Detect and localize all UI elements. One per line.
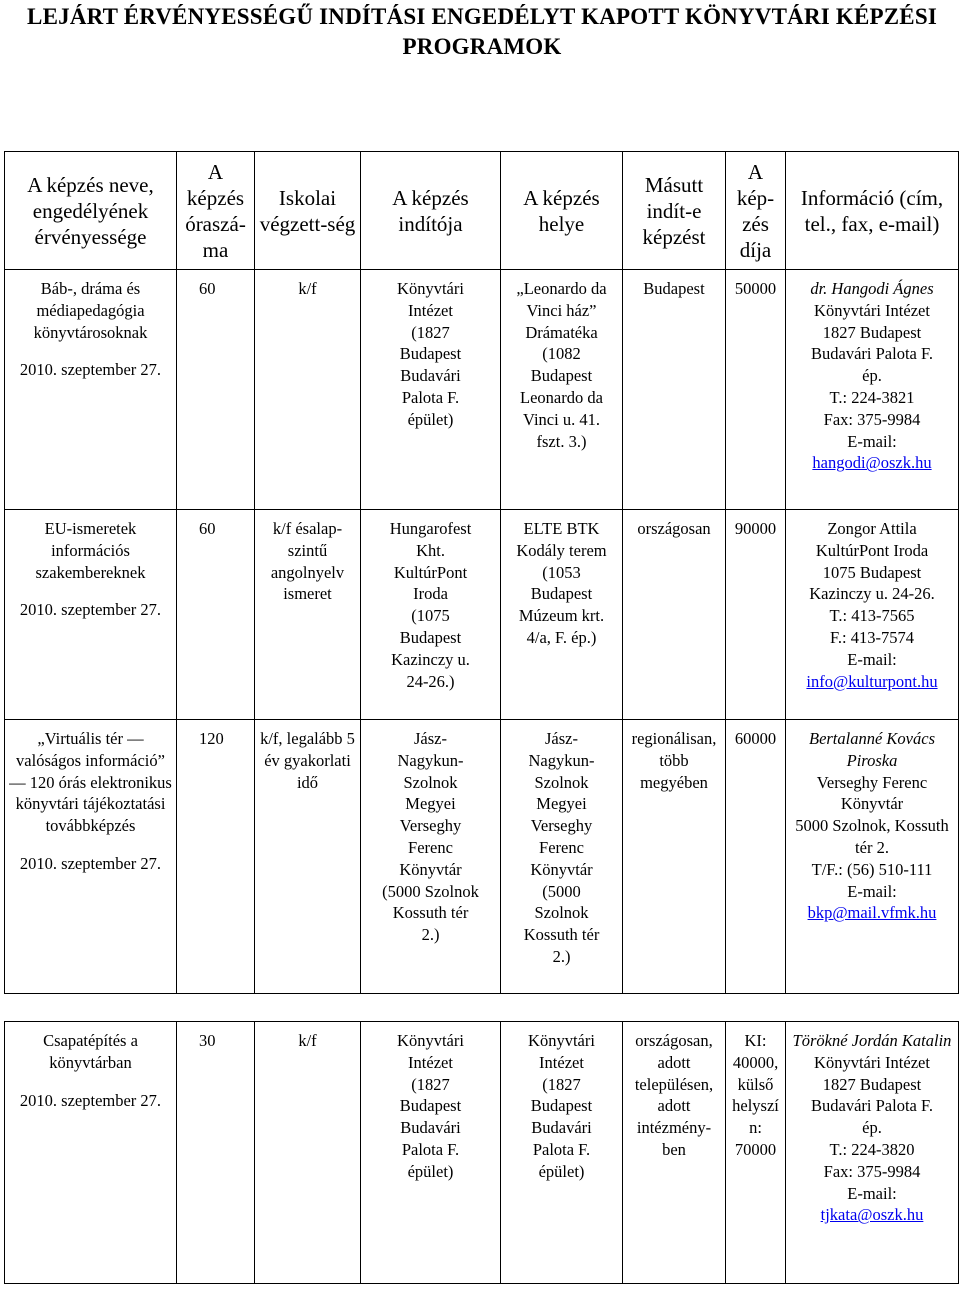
fee-value: 60000 bbox=[734, 729, 777, 748]
place-line: Budapest bbox=[530, 1096, 593, 1116]
info-line: ép. bbox=[862, 366, 882, 386]
place-line: Budapest bbox=[530, 584, 593, 604]
approval-date: 2010. szeptember 27. bbox=[19, 360, 162, 380]
organizer-line: KultúrPont bbox=[393, 562, 468, 582]
place-line: Budavári bbox=[531, 1118, 592, 1138]
organizer-line: (1827 bbox=[411, 322, 450, 342]
school-cell bbox=[255, 270, 361, 510]
approval-date: 2010. szeptember 27. bbox=[19, 600, 162, 620]
place-line: Kodály terem bbox=[516, 540, 607, 560]
organizer-line: épület) bbox=[407, 409, 454, 429]
header-row bbox=[5, 152, 959, 270]
info-line: Fax: 375-9984 bbox=[823, 1161, 921, 1181]
header-fee: A kép-zés díja bbox=[726, 152, 786, 270]
place-line: Könyvtári bbox=[528, 1031, 595, 1050]
info-line: E-mail: bbox=[847, 431, 897, 451]
header-hours: A képzés óraszá-ma bbox=[177, 152, 255, 270]
info-line: 5000 Szolnok, Kossuth tér 2. bbox=[795, 816, 949, 857]
fee-value: 50000 bbox=[734, 279, 777, 298]
info-line: KultúrPont Iroda bbox=[815, 540, 929, 560]
spacer-cell bbox=[5, 994, 959, 1022]
program-name-cell bbox=[5, 510, 177, 720]
page-title: LEJÁRT ÉRVÉNYESSÉGŰ INDÍTÁSI ENGEDÉLYT KAPOTT KÖNYVTÁRI KÉPZÉSI PROGRAMOK bbox=[27, 4, 937, 59]
table-row bbox=[5, 720, 959, 994]
place-line: Budapest bbox=[530, 366, 593, 386]
info-line: 1827 Budapest bbox=[822, 1074, 922, 1094]
fee-cell bbox=[726, 1022, 786, 1284]
place-line: Jász- bbox=[545, 729, 578, 748]
organizer-line: (1827 bbox=[411, 1074, 450, 1094]
elsewhere-value: regionálisan, több megyében bbox=[631, 729, 717, 792]
elsewhere-cell bbox=[623, 510, 726, 720]
school-cell bbox=[255, 1022, 361, 1284]
organizer-line: Kht. bbox=[416, 540, 445, 560]
place-cell bbox=[501, 1022, 623, 1284]
program-name: EU-ismeretek információs szakembereknek bbox=[35, 519, 146, 582]
place-line: Vinci u. 41. bbox=[523, 409, 600, 429]
fee-cell bbox=[726, 270, 786, 510]
info-line: T.: 413-7565 bbox=[829, 606, 915, 626]
place-line: Szolnok bbox=[534, 903, 589, 923]
school-cell bbox=[255, 720, 361, 994]
program-name-cell bbox=[5, 720, 177, 994]
info-line: 1827 Budapest bbox=[822, 322, 922, 342]
place-line: épület) bbox=[538, 1161, 585, 1181]
organizer-line: Palota F. bbox=[401, 1139, 460, 1159]
contact-name: Zongor Attila bbox=[827, 519, 917, 538]
place-line: (1053 bbox=[542, 562, 581, 582]
place-line: Könyvtár bbox=[530, 859, 593, 879]
place-line: Ferenc bbox=[539, 837, 584, 857]
place-cell bbox=[501, 720, 623, 994]
elsewhere-cell bbox=[623, 720, 726, 994]
place-line: Verseghy bbox=[530, 816, 593, 836]
hours-cell bbox=[177, 1022, 255, 1284]
place-line: Intézet bbox=[539, 1052, 584, 1072]
place-line: fszt. 3.) bbox=[536, 431, 587, 451]
header-place: A képzés helye bbox=[501, 152, 623, 270]
organizer-line: 24-26.) bbox=[406, 671, 455, 691]
organizer-line: Budavári bbox=[400, 366, 461, 386]
organizer-line: Jász- bbox=[414, 729, 447, 748]
info-line: E-mail: bbox=[847, 1183, 897, 1203]
elsewhere-value: országosan bbox=[637, 519, 711, 538]
school-requirement: k/f, legalább 5 év gyakorlati idő bbox=[260, 729, 355, 792]
place-line: 4/a, F. ép.) bbox=[526, 627, 597, 647]
organizer-line: (1075 bbox=[411, 606, 450, 626]
program-name-cell bbox=[5, 1022, 177, 1284]
header-name: A képzés neve, engedélyének érvényessége bbox=[5, 152, 177, 270]
info-line: T.: 224-3821 bbox=[829, 387, 915, 407]
info-line: T/F.: (56) 510-111 bbox=[811, 859, 933, 879]
elsewhere-cell bbox=[623, 270, 726, 510]
organizer-line: Iroda bbox=[413, 584, 448, 604]
place-line: Múzeum krt. bbox=[518, 606, 605, 626]
email-link[interactable]: hangodi@oszk.hu bbox=[812, 453, 932, 473]
table-row bbox=[5, 270, 959, 510]
place-line: (1827 bbox=[542, 1074, 581, 1094]
organizer-line: Könyvtári bbox=[397, 279, 464, 298]
info-line: Budavári Palota F. bbox=[811, 344, 933, 364]
program-name: Báb-, dráma és médiapedagógia könyvtárosoknak bbox=[33, 279, 148, 342]
school-requirement: k/f bbox=[298, 279, 317, 298]
place-cell bbox=[501, 270, 623, 510]
hours-value: 30 bbox=[199, 1031, 216, 1050]
organizer-cell bbox=[361, 1022, 501, 1284]
fee-value: KI: 40000, külső helyszí n: 70000 bbox=[732, 1031, 779, 1159]
place-line: Szolnok bbox=[534, 772, 589, 792]
hours-cell bbox=[177, 510, 255, 720]
place-line: Nagykun- bbox=[528, 750, 595, 770]
organizer-line: Budapest bbox=[399, 627, 462, 647]
hours-value: 120 bbox=[199, 729, 224, 748]
organizer-line: épület) bbox=[407, 1161, 454, 1181]
contact-name: dr. Hangodi Ágnes bbox=[810, 279, 934, 298]
info-line: 1075 Budapest bbox=[822, 562, 922, 582]
fee-cell bbox=[726, 510, 786, 720]
info-line: Könyvtári Intézet bbox=[814, 1052, 930, 1072]
email-link[interactable]: info@kulturpont.hu bbox=[806, 671, 938, 691]
organizer-line: Hungarofest bbox=[389, 519, 472, 538]
header-info: Információ (cím, tel., fax, e-mail) bbox=[786, 152, 959, 270]
place-line: Drámatéka bbox=[525, 322, 598, 342]
elsewhere-cell bbox=[623, 1022, 726, 1284]
organizer-line: Könyvtár bbox=[399, 859, 462, 879]
place-line: Vinci ház” bbox=[526, 300, 597, 320]
program-name: Csapatépítés a könyvtárban bbox=[43, 1031, 138, 1072]
info-line: E-mail: bbox=[847, 881, 897, 901]
organizer-line: Verseghy bbox=[399, 816, 462, 836]
email-link[interactable]: tjkata@oszk.hu bbox=[820, 1205, 924, 1225]
elsewhere-value: Budapest bbox=[643, 279, 705, 298]
place-line: Kossuth tér bbox=[523, 925, 600, 945]
hours-cell bbox=[177, 720, 255, 994]
organizer-line: Megyei bbox=[405, 794, 456, 814]
organizer-line: Kazinczy u. bbox=[391, 649, 470, 669]
organizer-line: Intézet bbox=[408, 1052, 453, 1072]
organizer-cell bbox=[361, 510, 501, 720]
info-line: Verseghy Ferenc Könyvtár bbox=[816, 772, 928, 814]
email-link[interactable]: bkp@mail.vfmk.hu bbox=[807, 903, 937, 923]
contact-name: Bertalanné Kovács Piroska bbox=[808, 729, 935, 770]
info-line: T.: 224-3820 bbox=[829, 1139, 915, 1159]
table-row bbox=[5, 1022, 959, 1284]
info-line: Budavári Palota F. bbox=[811, 1096, 933, 1116]
place-line: (5000 bbox=[542, 881, 581, 901]
header-elsewhere: Másutt indít-e képzést bbox=[623, 152, 726, 270]
organizer-line: Nagykun- bbox=[397, 750, 464, 770]
hours-cell bbox=[177, 270, 255, 510]
hours-value: 60 bbox=[199, 279, 216, 298]
place-line: Palota F. bbox=[532, 1139, 591, 1159]
organizer-line: Intézet bbox=[408, 300, 453, 320]
info-line: Könyvtári Intézet bbox=[814, 300, 930, 320]
school-requirement: k/f bbox=[298, 1031, 317, 1050]
place-cell bbox=[501, 510, 623, 720]
organizer-cell bbox=[361, 270, 501, 510]
info-line: Kazinczy u. 24-26. bbox=[809, 584, 935, 604]
approval-date: 2010. szeptember 27. bbox=[19, 853, 162, 873]
fee-cell bbox=[726, 720, 786, 994]
approval-date: 2010. szeptember 27. bbox=[19, 1090, 162, 1110]
hours-value: 60 bbox=[199, 519, 216, 538]
info-cell bbox=[786, 270, 959, 510]
organizer-line: 2.) bbox=[421, 925, 440, 945]
place-line: ELTE BTK bbox=[523, 519, 600, 538]
organizer-line: Kossuth tér bbox=[392, 903, 469, 923]
info-line: F.: 413-7574 bbox=[830, 627, 914, 647]
organizer-line: Szolnok bbox=[403, 772, 458, 792]
program-name: „Virtuális tér — valóságos információ” — 120 órás elektronikus könyvtári tájékoztatási továbbképzés bbox=[9, 729, 172, 836]
place-line: Megyei bbox=[536, 794, 587, 814]
spacer-row bbox=[5, 994, 959, 1022]
info-line: Fax: 375-9984 bbox=[823, 409, 921, 429]
program-name-cell bbox=[5, 270, 177, 510]
place-line: „Leonardo da bbox=[516, 279, 607, 298]
school-requirement: k/f ésalap-szintű angolnyelv ismeret bbox=[270, 519, 345, 604]
elsewhere-value: országosan, adott településen, adott intézmény-ben bbox=[634, 1031, 714, 1159]
info-line: E-mail: bbox=[847, 649, 897, 669]
programs-table bbox=[4, 151, 959, 1284]
info-cell bbox=[786, 720, 959, 994]
organizer-line: Könyvtári bbox=[397, 1031, 464, 1050]
organizer-line: Budavári bbox=[400, 1118, 461, 1138]
school-cell bbox=[255, 510, 361, 720]
header-organizer: A képzés indítója bbox=[361, 152, 501, 270]
place-line: Leonardo da bbox=[520, 387, 603, 407]
table-row bbox=[5, 510, 959, 720]
place-line: (1082 bbox=[542, 344, 581, 364]
contact-name: Törökné Jordán Katalin bbox=[792, 1031, 952, 1050]
place-line: 2.) bbox=[552, 946, 571, 966]
organizer-line: Budapest bbox=[399, 1096, 462, 1116]
info-cell bbox=[786, 510, 959, 720]
organizer-line: Budapest bbox=[399, 344, 462, 364]
organizer-line: Ferenc bbox=[408, 837, 453, 857]
info-cell bbox=[786, 1022, 959, 1284]
organizer-cell bbox=[361, 720, 501, 994]
fee-value: 90000 bbox=[734, 519, 777, 538]
organizer-line: Palota F. bbox=[401, 387, 460, 407]
organizer-line: (5000 Szolnok bbox=[382, 881, 479, 901]
info-line: ép. bbox=[862, 1118, 882, 1138]
header-school: Iskolai végzett-ség bbox=[255, 152, 361, 270]
